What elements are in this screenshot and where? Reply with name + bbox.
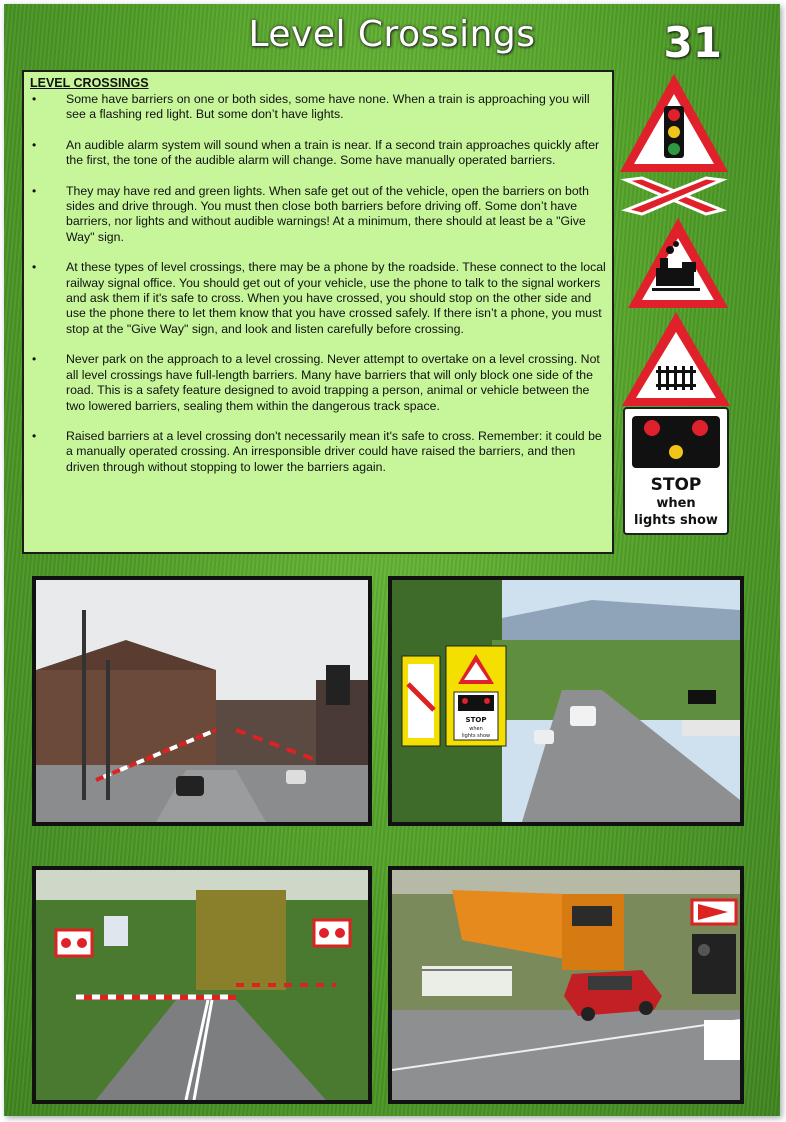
traffic-light-warning-icon [620,74,728,172]
bullet-icon: • [32,352,37,367]
road-signs-column [618,72,730,538]
section-heading: LEVEL CROSSINGS [30,76,149,90]
steam-train-warning-icon [628,218,728,308]
list-item [30,429,606,475]
list-item-text: At these types of level crossings, there may be a phone by the roadside. These connect to the local railway signal office. You should get out of your vehicle, use the phone to talk to the signal workers and ask them if it's safe to cross. When you have crossed, you should stop on the other side and use the phone there to let them know that you have crossed safely. If there isn’t a phone, you must stop at the "Give Way" sign, and look and listen carefully before crossing. [66,260,606,336]
barrier-road-photo [32,866,372,1104]
bullet-icon: • [32,92,37,106]
list-item-text: An audible alarm system will sound when a train is near. If a second train approaches quickly after the first, the tone of the audible alarm will change. Some have manually operated barriers. [66,137,600,168]
photo-stop-sign-line: lights show [461,733,491,739]
crossing-cross-icon [626,178,722,214]
page-number: 31 [663,18,722,67]
list-item-text: Some have barriers on one or both sides, some have none. When a train is approaching you will see a flashing red light. But some don’t have lights. [66,92,590,122]
info-text-box [22,70,614,554]
stop-sign-line: when [656,496,696,511]
station-crossing-photo [32,576,372,826]
list-item [30,260,606,337]
bullet-list [30,92,606,475]
countryside-crossing-photo [388,576,744,826]
list-item [30,138,606,169]
stop-when-lights-show-sign [624,408,728,534]
list-item [30,352,606,414]
bullet-icon: • [32,428,37,443]
stop-sign-line: STOP [650,475,702,495]
bullet-icon: • [32,260,37,275]
stop-sign-line: lights show [634,513,718,528]
list-item [30,92,606,123]
page-title: Level Crossings [248,14,536,55]
bullet-icon: • [32,183,37,198]
photo-stop-sign-line: when [469,726,483,732]
bullet-icon: • [32,137,37,152]
photo-stop-sign-line: STOP [465,716,487,724]
page-background [4,4,780,1116]
list-item [30,184,606,246]
train-car-photo [388,866,744,1104]
gated-crossing-warning-icon [622,312,730,406]
list-item-text: Never park on the approach to a level crossing. Never attempt to overtake on a level crossing. Not all level crossings have full-length barriers. Many have barriers that will only block one side of the road. This is a safety feature designed to avoid trapping a person, animal or vehicle between the two lowered barriers, sealing them within the dangerous track space. [66,352,600,413]
list-item-text: They may have red and green lights. When safe get out of the vehicle, open the barriers on both sides and drive through. You must then close both barriers before driving off. Some don’t have barriers, nor lights and without audible warnings! At a minimum, there should at least be a "Give Way" sign. [66,183,589,244]
list-item-text: Raised barriers at a level crossing don't necessarily mean it's safe to cross. Remember: it could be a manually operated crossing. An irresponsible driver could have raised the barriers, and then driven through without stopping to lower the barriers again. [66,428,602,474]
